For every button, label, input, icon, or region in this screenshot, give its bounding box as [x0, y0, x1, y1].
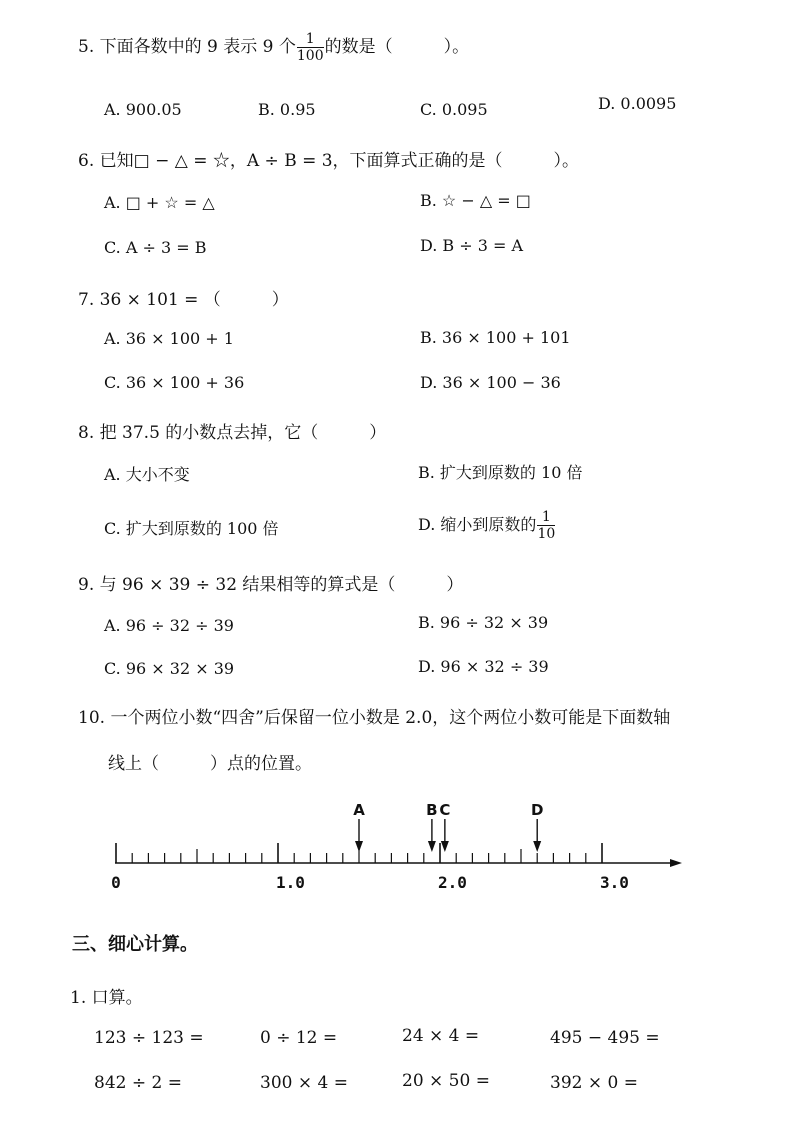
- number-line-label: 1.0: [276, 873, 305, 892]
- q5-suffix: 的数是（ ）。: [324, 37, 470, 57]
- section3-title: 三、细心计算。: [72, 934, 198, 955]
- q10-stem-line1: 10. 一个两位小数“四舍”后保留一位小数是 2.0，这个两位小数可能是下面数轴: [78, 708, 671, 728]
- q6-option-c: C. A ÷ 3 = B: [104, 238, 207, 257]
- q8-frac-den: 10: [537, 526, 556, 542]
- number-line: [100, 795, 700, 895]
- q8-option-d-fraction: [537, 510, 555, 541]
- q9-stem: 9. 与 96 × 39 ÷ 32 结果相等的算式是（ ）: [78, 575, 464, 595]
- calc-r2-c1: 842 ÷ 2 =: [94, 1073, 182, 1093]
- q9-option-a: A. 96 ÷ 32 ÷ 39: [104, 616, 234, 635]
- number-line-point-label: C: [439, 801, 451, 819]
- calc-r1-c3: 24 × 4 =: [402, 1026, 480, 1046]
- calc-r1-c4: 495 − 495 =: [550, 1028, 660, 1048]
- q10-stem-line2: 线上（ ）点的位置。: [108, 754, 312, 774]
- q9-option-c: C. 96 × 32 × 39: [104, 659, 235, 678]
- q5-option-d: D. 0.0095: [598, 94, 677, 113]
- number-line-label: 3.0: [600, 873, 629, 892]
- calc-r1-c1: 123 ÷ 123 =: [94, 1028, 204, 1048]
- calc-r2-c2: 300 × 4 =: [260, 1073, 348, 1093]
- number-line-label: 2.0: [438, 873, 467, 892]
- number-line-point-label: D: [530, 801, 544, 819]
- q5-option-c: C. 0.095: [420, 100, 488, 119]
- number-line-point-arrowhead: [441, 841, 449, 852]
- q8-option-d: [418, 510, 556, 541]
- number-line-arrowhead: [670, 859, 682, 867]
- q5-prefix: 5. 下面各数中的 9 表示 9 个: [78, 37, 296, 57]
- number-line-point-label: B: [426, 801, 438, 819]
- number-line-point-b: [426, 801, 437, 852]
- q5-fraction: [297, 32, 324, 63]
- q5-option-a: A. 900.05: [104, 100, 182, 119]
- number-line-point-label: A: [353, 801, 365, 819]
- number-line-points: [353, 801, 543, 852]
- number-line-point-arrowhead: [428, 841, 436, 852]
- calc-r1-c2: 0 ÷ 12 =: [260, 1028, 338, 1048]
- q6-option-d: D. B ÷ 3 = A: [420, 236, 524, 255]
- section3-sub1: 1. 口算。: [70, 988, 143, 1008]
- calc-r2-c4: 392 × 0 =: [550, 1073, 638, 1093]
- q8-frac-num: 1: [537, 510, 555, 526]
- q5-frac-num: 1: [297, 32, 324, 48]
- q8-option-b: B. 扩大到原数的 10 倍: [418, 463, 583, 482]
- number-line-point-arrowhead: [533, 841, 541, 852]
- q5-stem: [78, 32, 469, 63]
- q7-option-c: C. 36 × 100 + 36: [104, 373, 245, 392]
- q8-stem: 8. 把 37.5 的小数点去掉，它（ ）: [78, 423, 387, 443]
- number-line-labels: [111, 873, 629, 892]
- q7-option-b: B. 36 × 100 + 101: [420, 328, 571, 347]
- number-line-point-a: [353, 801, 365, 852]
- q7-option-a: A. 36 × 100 + 1: [104, 329, 234, 348]
- number-line-point-d: [531, 801, 543, 852]
- q9-option-d: D. 96 × 32 ÷ 39: [418, 657, 549, 676]
- number-line-label: 0: [111, 873, 121, 892]
- q7-option-d: D. 36 × 100 − 36: [420, 373, 561, 392]
- q8-option-c: C. 扩大到原数的 100 倍: [104, 519, 279, 538]
- number-line-point-c: [439, 801, 450, 852]
- calc-r2-c3: 20 × 50 =: [402, 1071, 490, 1091]
- q5-option-b: B. 0.95: [258, 100, 316, 119]
- q7-stem: 7. 36 × 101 = （ ）: [78, 290, 289, 310]
- q6-option-b: B. ☆ − △ = □: [420, 191, 531, 210]
- number-line-point-arrowhead: [355, 841, 363, 852]
- q5-frac-den: 100: [296, 48, 324, 64]
- q6-stem: 6. 已知□ − △ = ☆，A ÷ B = 3，下面算式正确的是（ ）。: [78, 151, 580, 171]
- q8-option-a: A. 大小不变: [104, 465, 190, 484]
- q8-option-d-prefix: D. 缩小到原数的: [418, 515, 537, 534]
- q6-option-a: A. □ + ☆ = △: [104, 193, 215, 212]
- q9-option-b: B. 96 ÷ 32 × 39: [418, 613, 549, 632]
